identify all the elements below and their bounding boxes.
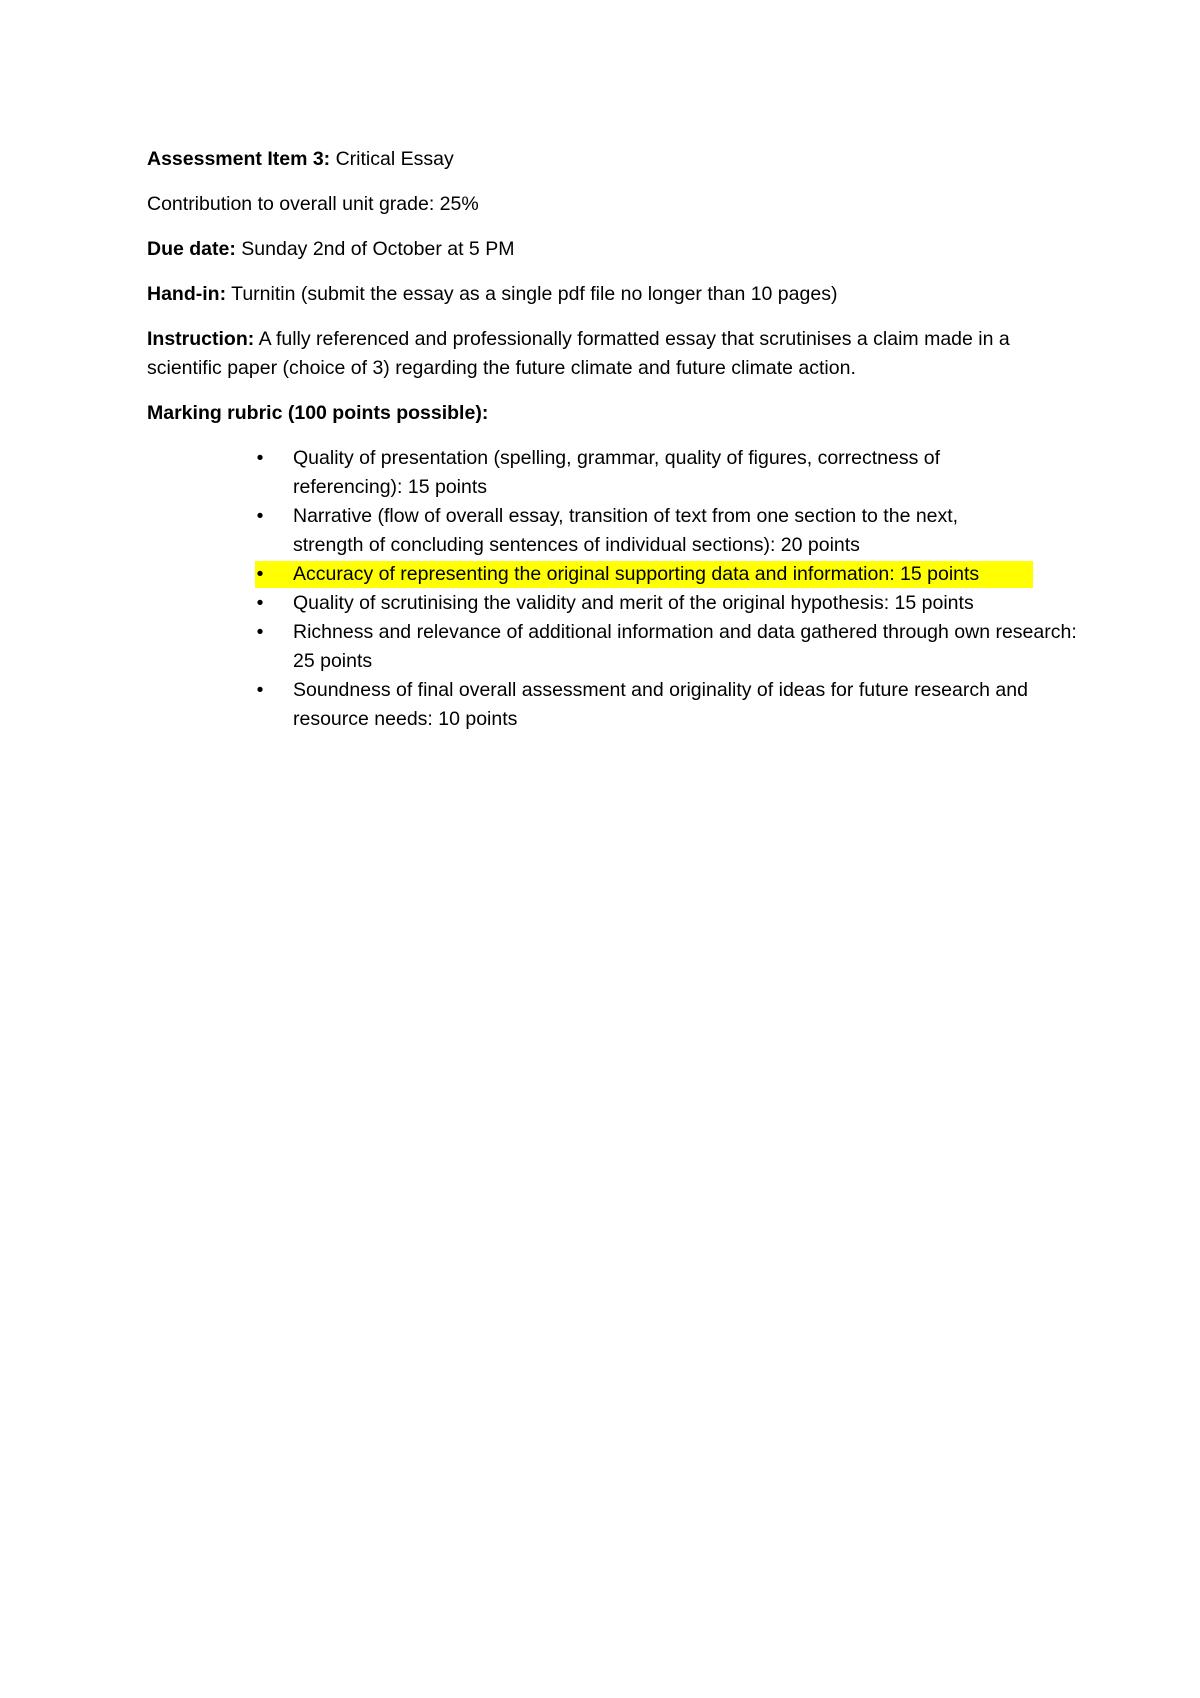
rubric-item-highlighted <box>147 560 1093 589</box>
rubric-item <box>147 502 1023 560</box>
rubric-item-text: Accuracy of representing the original supporting data and information: 15 points <box>293 563 980 585</box>
contribution-line: Contribution to overall unit grade: 25% <box>147 193 479 215</box>
due-date-line <box>147 235 1077 264</box>
rubric-item <box>147 444 1038 502</box>
hand-in-line <box>147 280 1077 309</box>
rubric-item-text: Quality of presentation (spelling, grammar, quality of figures, correctness of referencing): 15 points <box>293 447 941 498</box>
bullet-icon: • <box>256 447 264 469</box>
rubric-item-text: Quality of scrutinising the validity and merit of the original hypothesis: 15 points <box>293 592 974 614</box>
bullet-icon: • <box>256 679 264 701</box>
marking-rubric-heading-text: Marking rubric (100 points possible): <box>147 402 489 424</box>
rubric-item <box>147 676 1093 734</box>
due-date-value: Sunday 2nd of October at 5 PM <box>235 238 515 260</box>
rubric-item <box>147 618 1083 676</box>
document-content <box>147 145 1077 734</box>
rubric-item-text: Soundness of final overall assessment and originality of ideas for future research and resource needs: 10 points <box>293 679 1028 730</box>
assessment-item-label: Assessment Item 3: <box>147 148 331 170</box>
assessment-item-line <box>147 145 1077 174</box>
instruction-value: A fully referenced and professionally formatted essay that scrutinises a claim made in a scientific paper (choice of 3) regarding the future climate and future climate action. <box>147 328 1010 379</box>
bullet-icon: • <box>256 621 264 643</box>
bullet-icon: • <box>256 505 264 527</box>
instruction-label: Instruction: <box>147 328 255 350</box>
due-date-label: Due date: <box>147 238 236 260</box>
bullet-icon: • <box>256 592 264 614</box>
assessment-item-value: Critical Essay <box>330 148 454 170</box>
marking-rubric-heading <box>147 399 1077 428</box>
hand-in-label: Hand-in: <box>147 283 227 305</box>
hand-in-value: Turnitin (submit the essay as a single pdf file no longer than 10 pages) <box>226 283 838 305</box>
rubric-item-text: Narrative (flow of overall essay, transition of text from one section to the next, strength of concluding sentences of individual sections): 20 points <box>293 505 959 556</box>
rubric-item-text: Richness and relevance of additional information and data gathered through own research: 25 points <box>293 621 1077 672</box>
bullet-icon: • <box>256 563 264 585</box>
rubric-list <box>147 444 1077 734</box>
rubric-item <box>147 589 1093 618</box>
instruction-paragraph <box>147 325 1057 383</box>
